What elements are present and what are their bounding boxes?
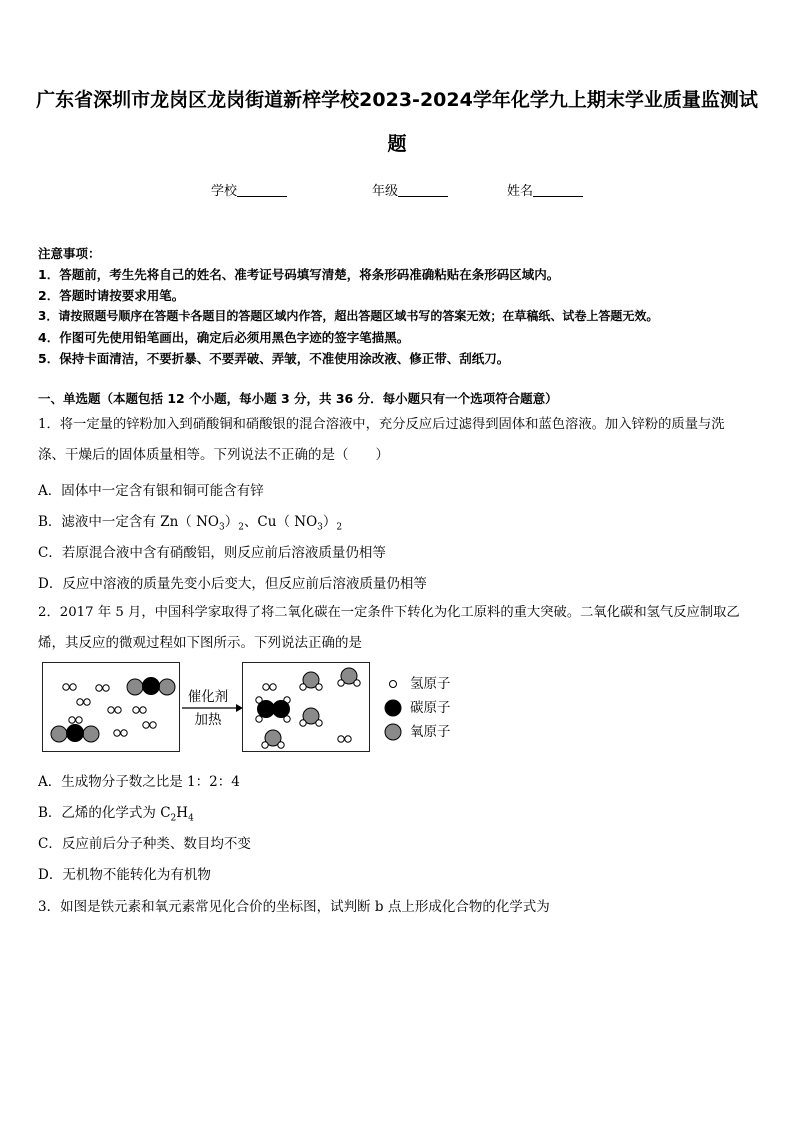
notice-block	[38, 243, 768, 369]
q1-stem-line-2: 涤、干燥后的固体质量相等。下列说法不正确的是（ ）	[38, 447, 389, 463]
school-label: 学校	[211, 184, 238, 199]
grade-label: 年级	[372, 184, 399, 199]
school-field[interactable]	[211, 180, 287, 199]
q1-option-b-sub3: 3	[317, 522, 323, 533]
q1-option-b-mid2: 、Cu（ NO	[243, 514, 318, 530]
q1-option-c[interactable]: C．若原混合液中含有硝酸铝，则反应前后溶液质量仍相等	[38, 545, 386, 561]
notice-item: 5．保持卡面清洁，不要折暴、不要弄破、弄皱，不准使用涂改液、修正带、刮纸刀。	[38, 351, 510, 366]
notice-item: 2．答题时请按要求用笔。	[38, 288, 185, 303]
hydrogen-molecule	[63, 684, 76, 690]
hydrogen-molecule	[263, 684, 276, 690]
notice-item: 3．请按照题号顺序在答题卡各题目的答题区域内作答，超出答题区域书写的答案无效；在草稿纸、试卷上答题无效。	[38, 309, 659, 323]
legend-oxygen	[384, 720, 451, 744]
hydrogen-molecule	[69, 717, 82, 723]
q1-option-b-sub4: 2	[336, 522, 343, 533]
q1-option-b-pre: B．滤液中一定含有 Zn（ NO	[38, 514, 219, 530]
reactants-box	[42, 662, 180, 752]
q1-option-b-mid: ）	[224, 514, 239, 530]
section-heading: 一、单选题（本题包括 12 个小题，每小题 3 分，共 36 分．每小题只有一个选项符合题意）	[38, 391, 558, 406]
carbon-atom-icon	[384, 699, 404, 717]
name-blank[interactable]	[533, 183, 583, 197]
hydrogen-molecule	[108, 707, 121, 713]
hydrogen-molecule	[77, 699, 90, 705]
legend-oxygen-label: 氧原子	[410, 724, 451, 740]
hydrogen-atom-icon	[384, 675, 404, 693]
q2-stem-line-2: 烯，其反应的微观过程如下图所示。下列说法正确的是	[38, 635, 362, 651]
name-label: 姓名	[507, 184, 534, 199]
oxygen-atom-icon	[384, 723, 404, 741]
heat-label: 加热	[194, 712, 222, 728]
catalyst-label: 催化剂	[187, 689, 229, 705]
question-3-stem: 3．如图是铁元素和氧元素常见化合价的坐标图，试判断 b 点上形成化合物的化学式为	[38, 899, 550, 915]
question-1-stem	[38, 409, 760, 471]
name-field[interactable]	[507, 180, 583, 199]
notice-item: 1．答题前，考生先将自己的姓名、准考证号码填写清楚，将条形码准确粘贴在条形码区域内。	[38, 267, 560, 282]
exam-title	[30, 78, 764, 166]
q1-option-a[interactable]: A．固体中一定含有银和铜可能含有锌	[38, 483, 264, 499]
q1-option-b-end: ）	[322, 514, 337, 530]
q2-option-d[interactable]: D．无机物不能转化为有机物	[38, 867, 211, 883]
q2-option-b-pre: B．乙烯的化学式为 C	[38, 805, 171, 821]
atom-legend	[384, 672, 451, 744]
hydrogen-molecule	[114, 730, 127, 736]
q1-option-b-sub1: 3	[218, 522, 225, 533]
q2-stem-line-1: 2．2017 年 5 月，中国科学家取得了将二氧化碳在一定条件下转化为化工原料的重大突破。二氧化碳和氢气反应制取乙	[38, 605, 740, 620]
legend-hydrogen-label: 氢原子	[410, 676, 451, 692]
q1-stem-line-1: 1．将一定量的锌粉加入到硝酸铜和硝酸银的混合溶液中，充分反应后过滤得到固体和蓝色溶液。加入锌粉的质量与洗	[38, 417, 725, 432]
q1-option-b-sub2: 2	[238, 522, 244, 533]
school-blank[interactable]	[237, 183, 287, 197]
grade-blank[interactable]	[398, 183, 448, 197]
q2-option-b[interactable]	[38, 801, 194, 824]
q1-option-b[interactable]	[38, 510, 342, 533]
products-box	[242, 662, 370, 752]
q2-option-b-sub2: 4	[188, 813, 194, 824]
products-molecules	[243, 663, 369, 751]
notice-heading: 注意事项：	[38, 246, 101, 261]
legend-carbon	[384, 696, 451, 720]
notice-item: 4．作图可先使用铅笔画出，确定后必须用黑色字迹的签字笔描黑。	[38, 330, 410, 345]
water-molecule	[300, 672, 322, 690]
q2-option-b-sub1: 2	[170, 813, 177, 824]
q1-option-d[interactable]: D．反应中溶液的质量先变小后变大，但反应前后溶液质量仍相等	[38, 576, 427, 592]
reactants-molecules	[43, 663, 179, 751]
hydrogen-molecule	[133, 707, 146, 713]
carbon-dioxide-molecule	[51, 725, 99, 743]
ethylene-molecule	[256, 697, 290, 722]
water-molecule	[262, 730, 284, 748]
hydrogen-molecule	[96, 685, 109, 691]
water-molecule	[300, 708, 322, 726]
q2-option-a[interactable]: A．生成物分子数之比是 1：2：4	[38, 774, 240, 790]
hydrogen-molecule	[143, 722, 156, 728]
title-line-2: 题	[387, 133, 407, 155]
grade-field[interactable]	[372, 180, 448, 199]
hydrogen-molecule	[338, 736, 351, 742]
legend-hydrogen	[384, 672, 451, 696]
q2-option-c[interactable]: C．反应前后分子种类、数目均不变	[38, 836, 251, 852]
q2-option-b-mid: H	[176, 805, 189, 821]
title-line-1: 广东省深圳市龙岗区龙岗街道新梓学校2023-2024学年化学九上期末学业质量监测试	[36, 89, 758, 111]
carbon-dioxide-molecule	[127, 678, 175, 696]
water-molecule	[338, 668, 360, 686]
legend-carbon-label: 碳原子	[410, 700, 451, 716]
question-2-stem	[38, 597, 760, 659]
